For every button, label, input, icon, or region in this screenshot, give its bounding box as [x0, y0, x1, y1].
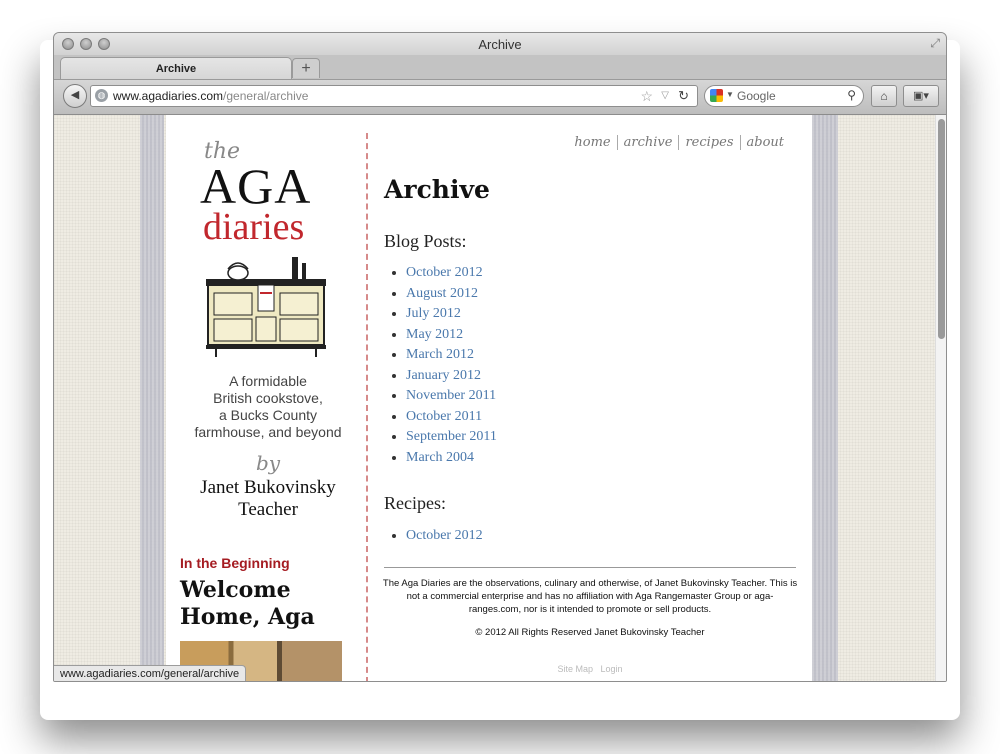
- nav-recipes[interactable]: recipes: [678, 135, 739, 150]
- tab-archive[interactable]: Archive: [60, 57, 292, 79]
- url-domain: www.agadiaries.com: [113, 89, 224, 103]
- logo-the: the: [204, 139, 241, 164]
- nav-about[interactable]: about: [740, 135, 791, 150]
- nav-home[interactable]: home: [574, 135, 611, 150]
- tagline-line: British cookstove,: [213, 390, 323, 406]
- list-item: [406, 265, 497, 286]
- search-icon[interactable]: ⚲: [847, 88, 856, 102]
- archive-link[interactable]: January 2012: [406, 367, 482, 383]
- featured-post-title[interactable]: [180, 577, 315, 631]
- list-item: [406, 368, 497, 389]
- navigation-toolbar: [54, 80, 946, 115]
- archive-link[interactable]: October 2011: [406, 408, 483, 424]
- list-item: [406, 306, 497, 327]
- recipes-list: [384, 528, 483, 544]
- by-label: by: [255, 451, 281, 475]
- page-container: [166, 115, 812, 682]
- site-tagline: [166, 373, 370, 441]
- section-label[interactable]: In the Beginning: [180, 555, 290, 571]
- scrollbar-thumb[interactable]: [938, 119, 945, 339]
- search-box[interactable]: [704, 85, 864, 107]
- archive-link[interactable]: March 2004: [406, 449, 475, 465]
- post-title-line: Home, Aga: [180, 604, 315, 630]
- list-item: [406, 429, 497, 450]
- url-text: [113, 89, 308, 103]
- home-button[interactable]: ⌂: [871, 85, 897, 107]
- bookmarks-menu-button[interactable]: ▣▾: [903, 85, 939, 107]
- background-stripe-right: [812, 115, 838, 682]
- login-link[interactable]: Login: [600, 664, 623, 674]
- archive-link[interactable]: August 2012: [406, 285, 478, 301]
- author-name: [166, 477, 370, 521]
- tagline-line: farmhouse, and beyond: [194, 424, 342, 440]
- history-dropdown-icon[interactable]: ▽: [661, 90, 669, 101]
- author-line: Janet Bukovinsky: [200, 477, 336, 498]
- blog-posts-heading: Blog Posts:: [384, 231, 467, 251]
- author-line: Teacher: [238, 499, 298, 520]
- status-bar: www.agadiaries.com/general/archive: [54, 665, 246, 682]
- list-item: [406, 327, 497, 348]
- archive-link[interactable]: July 2012: [406, 306, 461, 321]
- post-title-line: Welcome: [180, 577, 291, 603]
- tab-bar: [54, 55, 946, 80]
- reload-icon[interactable]: ↻: [678, 88, 689, 103]
- footer-disclaimer: The Aga Diaries are the observations, culinary and otherwise, of Janet Bukovinsky Teacher. This is not a commercial enterprise and has no affiliation with Aga Rangemaster Group or aga-ranges.com, nor is it intended to promote or sell products.: [382, 578, 798, 615]
- column-divider: [366, 133, 368, 682]
- title-bar: [54, 33, 946, 55]
- aga-stove-illustration-icon: [206, 255, 328, 360]
- list-item: [406, 347, 497, 368]
- search-engine-dropdown-icon[interactable]: ▼: [726, 90, 734, 99]
- google-icon: [710, 89, 723, 102]
- recipes-heading: Recipes:: [384, 493, 446, 513]
- archive-link[interactable]: November 2011: [406, 388, 497, 403]
- browser-window: [53, 32, 947, 682]
- archive-link[interactable]: May 2012: [406, 326, 464, 342]
- recipe-archive-link[interactable]: October 2012: [406, 528, 483, 543]
- list-item: [406, 286, 497, 307]
- tagline-line: A formidable: [229, 373, 307, 389]
- vertical-scrollbar[interactable]: [935, 115, 947, 682]
- bookmark-star-icon[interactable]: ☆: [640, 88, 653, 104]
- archive-link[interactable]: March 2012: [406, 347, 475, 362]
- page-title: Archive: [384, 175, 490, 204]
- top-nav: [568, 135, 790, 150]
- page-viewport: [54, 115, 947, 682]
- logo-aga: AGA: [200, 158, 312, 214]
- logo-diaries: diaries: [203, 206, 305, 248]
- footer-copyright: © 2012 All Rights Reserved Janet Bukovinsky Teacher: [475, 627, 705, 638]
- list-item: [406, 388, 497, 409]
- address-bar[interactable]: [90, 85, 698, 107]
- new-tab-button[interactable]: +: [292, 58, 320, 78]
- list-item: [406, 450, 497, 471]
- archive-link[interactable]: October 2012: [406, 265, 483, 280]
- url-path: /general/archive: [223, 89, 309, 103]
- back-button[interactable]: ◀: [63, 84, 87, 108]
- tagline-line: a Bucks County: [218, 407, 318, 423]
- list-item: [406, 409, 497, 430]
- search-input[interactable]: Google: [737, 89, 776, 103]
- sidebar: [166, 115, 364, 682]
- background-stripe-left: [140, 115, 164, 682]
- footer-links: [382, 664, 798, 674]
- window-title: Archive: [478, 37, 522, 52]
- sitemap-link[interactable]: Site Map: [557, 664, 593, 674]
- footer-divider: [384, 567, 796, 568]
- blog-posts-list: [384, 265, 497, 470]
- globe-icon: ◍: [95, 89, 108, 102]
- fullscreen-icon[interactable]: ⤢: [930, 36, 940, 50]
- nav-archive[interactable]: archive: [617, 135, 679, 150]
- list-item: [406, 528, 483, 544]
- archive-link[interactable]: September 2011: [406, 429, 497, 444]
